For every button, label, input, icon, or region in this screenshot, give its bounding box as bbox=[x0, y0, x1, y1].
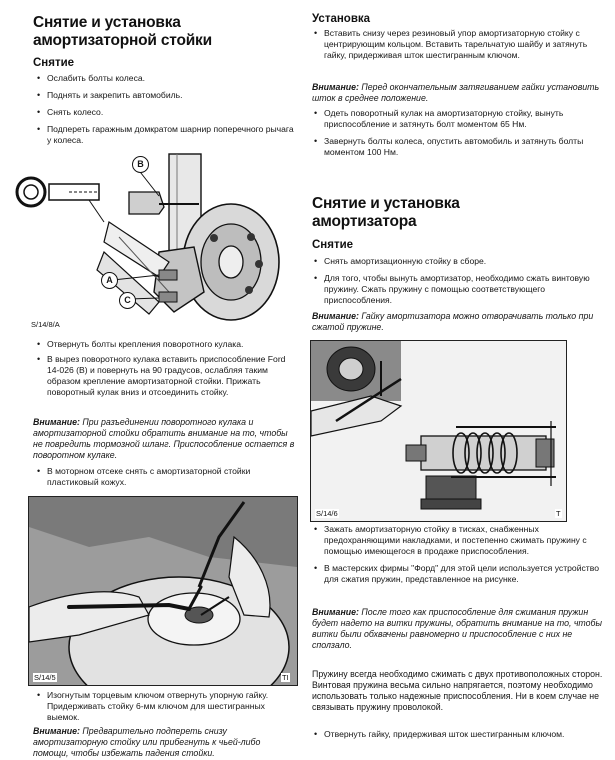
list-item: • Одеть поворотный кулак на амортизаторную стойку, вынуть приспособление и затянуть болт моментом 65 Нм. bbox=[314, 108, 564, 129]
figure-knuckle-tool bbox=[9, 152, 289, 330]
list-item: • Изогнутым торцевым ключом отвернуть упорную гайку. Придерживать стойку 6-мм ключом для шестигранных выемок. bbox=[37, 690, 269, 722]
shock-steps-d bbox=[310, 524, 610, 585]
figure-strut-drawing bbox=[29, 497, 297, 685]
steps-d bbox=[33, 690, 295, 723]
figure-spring-compressor bbox=[310, 340, 567, 522]
list-item: • В моторном отсеке снять с амортизаторной стойки пластиковый кожух. bbox=[37, 466, 251, 487]
install-steps-b bbox=[310, 108, 610, 158]
list-item: • Для того, чтобы вынуть амортизатор, необходимо сжать винтовую пружину. Сжать пружину с помощью соответствующего приспособления. bbox=[314, 273, 590, 305]
section-title-strut bbox=[33, 14, 295, 50]
spring-warning-paragraph: Пружину всегда необходимо сжимать с двух противоположных сторон. Винтовая пружина весьма сильно напрягается, поэтому необходимо использовать только надежные приспособления. Ни в коем случае не связывать пружину проволокой. bbox=[312, 669, 603, 712]
note-caution-5: Внимание: После того как приспособление для сжимания пружин будет надето на витки пружины, обратить внимание на то, чтобы витки были обхвачены равномерно и приспособление с них не сползало. bbox=[312, 607, 602, 650]
shock-steps-c bbox=[310, 256, 610, 306]
list-item: • В вырез поворотного кулака вставить приспособление Ford 14-026 (В) и повернуть на 90 градусов, ослабляя таким образом крепление амортизаторной стойки. Прижать поворотный кулак вниз и отсоединить стойку. bbox=[37, 354, 286, 397]
install-steps-a bbox=[310, 28, 610, 61]
steps-c bbox=[33, 466, 295, 488]
list-item: • Снять колесо. bbox=[37, 107, 104, 117]
callout-b: B bbox=[132, 156, 149, 173]
list-item: • Поднять и закрепить автомобиль. bbox=[37, 90, 183, 100]
title-line-2: амортизаторной стойки bbox=[33, 32, 212, 49]
figure-code: S/14/5 bbox=[34, 673, 56, 682]
list-item: • Подпереть гаражным домкратом шарнир поперечного рычага у колеса. bbox=[37, 124, 294, 145]
steps-b bbox=[33, 339, 295, 398]
figure-corner-mark: TI bbox=[282, 673, 289, 682]
list-item: • Вставить снизу через резиновый упор амортизаторную стойку с центрирующим кольцом. Вставить тарельчатую шайбу и затянуть гайку, придерживая шток шестигранным ключом. bbox=[314, 28, 588, 60]
note-caution-3: Внимание: Перед окончательным затягиванием гайки установить шток в среднее положение. bbox=[312, 82, 600, 103]
title-line-2: амортизатора bbox=[312, 213, 417, 230]
list-item: • Отвернуть гайку, придерживая шток шестигранным ключом. bbox=[314, 729, 565, 739]
subtitle-removal: Снятие bbox=[33, 57, 75, 69]
figure-code: S/14/6 bbox=[316, 509, 338, 518]
title-line-1: Снятие и установка bbox=[312, 195, 460, 212]
callout-c: C bbox=[119, 292, 136, 309]
figure-corner-mark: T bbox=[556, 509, 561, 518]
steps-a bbox=[33, 73, 295, 146]
list-item: • Снять амортизационную стойку в сборе. bbox=[314, 256, 487, 266]
figure-knuckle-drawing bbox=[9, 152, 289, 330]
list-item: • Зажать амортизаторную стойку в тисках, снабженных предохраняющими накладками, и постепенно сжимать пружину с помощью имеющегося в продаже приспособления. bbox=[314, 524, 587, 556]
list-item: • Завернуть болты колеса, опустить автомобиль и затянуть болты моментом 100 Нм. bbox=[314, 136, 584, 157]
subtitle-removal: Снятие bbox=[312, 239, 354, 251]
subtitle-installation: Установка bbox=[312, 13, 371, 25]
figure-code: S/14/8/A bbox=[31, 320, 60, 329]
note-caution-2: Внимание: Предварительно подпереть снизу амортизаторную стойку или прибегнуть к чьей-либо помощи, чтобы избежать падения стойки. bbox=[33, 726, 261, 758]
list-item: • В мастерских фирмы "Форд" для этой цели используется устройство для сжатия пружин, представленное на рисунке. bbox=[314, 563, 599, 584]
title-line-1: Снятие и установка bbox=[33, 14, 181, 31]
list-item: • Отвернуть болты крепления поворотного кулака. bbox=[37, 339, 244, 349]
figure-compressor-drawing bbox=[311, 341, 566, 521]
shock-steps-e bbox=[310, 729, 610, 740]
list-item: • Ослабить болты колеса. bbox=[37, 73, 146, 83]
section-title-shock bbox=[312, 195, 610, 231]
note-caution-1: Внимание: При разъединении поворотного кулака и амортизаторной стойки обратить внимание на то, чтобы не повредить тормозной шланг. Приспособление остается в поворотном кулаке. bbox=[33, 417, 295, 460]
note-caution-4: Внимание: Гайку амортизатора можно отворачивать только при сжатой пружине. bbox=[312, 311, 594, 332]
callout-a: A bbox=[101, 272, 118, 289]
figure-strut-nut bbox=[28, 496, 298, 686]
